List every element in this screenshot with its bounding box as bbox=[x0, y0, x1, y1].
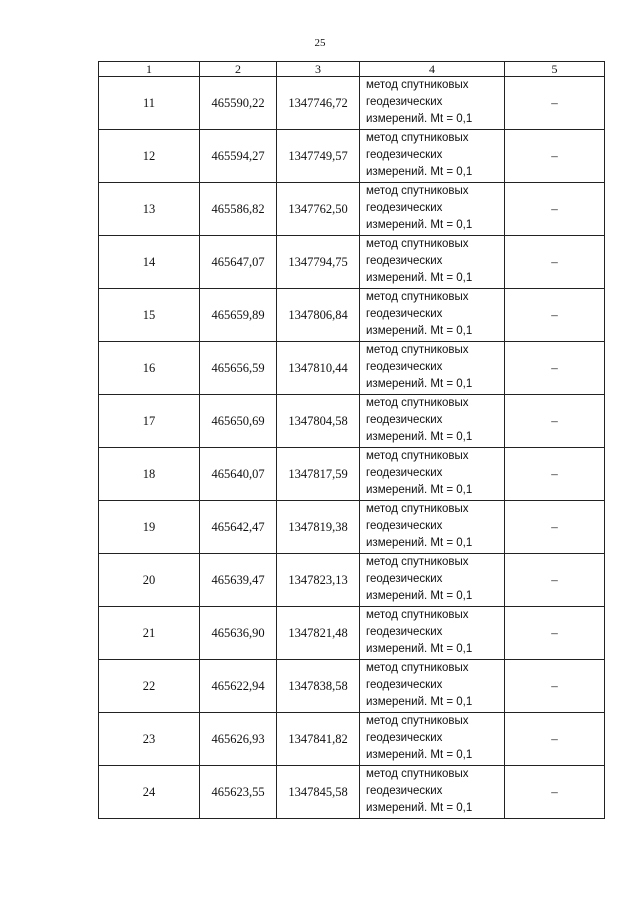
note-cell: – bbox=[505, 183, 605, 236]
point-number-cell: 21 bbox=[99, 607, 200, 660]
note-cell: – bbox=[505, 554, 605, 607]
point-number-cell: 12 bbox=[99, 130, 200, 183]
table-row bbox=[99, 236, 605, 289]
header-col-2: 2 bbox=[200, 62, 277, 77]
method-text-line: метод спутниковых bbox=[366, 503, 469, 515]
method-text-line: метод спутниковых bbox=[366, 291, 469, 303]
method-cell bbox=[360, 342, 505, 395]
method-text-line: измерений. Mt = 0,1 bbox=[366, 219, 473, 231]
point-number-cell: 16 bbox=[99, 342, 200, 395]
table-row bbox=[99, 77, 605, 130]
y-coordinate-cell: 1347823,13 bbox=[277, 554, 360, 607]
y-coordinate-cell: 1347806,84 bbox=[277, 289, 360, 342]
method-text-line: геодезических bbox=[366, 361, 443, 373]
table-body bbox=[99, 77, 605, 819]
method-text-line: геодезических bbox=[366, 467, 443, 479]
method-cell bbox=[360, 183, 505, 236]
method-cell bbox=[360, 395, 505, 448]
point-number-cell: 20 bbox=[99, 554, 200, 607]
method-text-line: измерений. Mt = 0,1 bbox=[366, 431, 473, 443]
x-coordinate-cell: 465626,93 bbox=[200, 713, 277, 766]
table-row bbox=[99, 448, 605, 501]
table-row bbox=[99, 501, 605, 554]
method-cell bbox=[360, 77, 505, 130]
method-text-line: измерений. Mt = 0,1 bbox=[366, 378, 473, 390]
note-cell: – bbox=[505, 766, 605, 819]
method-text-line: метод спутниковых bbox=[366, 662, 469, 674]
header-col-5: 5 bbox=[505, 62, 605, 77]
method-text-line: измерений. Mt = 0,1 bbox=[366, 749, 473, 761]
note-cell: – bbox=[505, 342, 605, 395]
note-cell: – bbox=[505, 289, 605, 342]
x-coordinate-cell: 465642,47 bbox=[200, 501, 277, 554]
point-number-cell: 14 bbox=[99, 236, 200, 289]
x-coordinate-cell: 465650,69 bbox=[200, 395, 277, 448]
method-text-line: геодезических bbox=[366, 414, 443, 426]
method-text-line: метод спутниковых bbox=[366, 609, 469, 621]
point-number-cell: 23 bbox=[99, 713, 200, 766]
note-cell: – bbox=[505, 607, 605, 660]
table-header bbox=[99, 62, 605, 77]
point-number-cell: 19 bbox=[99, 501, 200, 554]
method-text-line: метод спутниковых bbox=[366, 238, 469, 250]
method-cell bbox=[360, 130, 505, 183]
method-text-line: метод спутниковых bbox=[366, 397, 469, 409]
header-col-4: 4 bbox=[360, 62, 505, 77]
method-text-line: метод спутниковых bbox=[366, 715, 469, 727]
x-coordinate-cell: 465623,55 bbox=[200, 766, 277, 819]
method-text-line: геодезических bbox=[366, 202, 443, 214]
x-coordinate-cell: 465594,27 bbox=[200, 130, 277, 183]
method-cell bbox=[360, 660, 505, 713]
method-cell bbox=[360, 713, 505, 766]
method-text-line: измерений. Mt = 0,1 bbox=[366, 166, 473, 178]
method-text-line: геодезических bbox=[366, 679, 443, 691]
x-coordinate-cell: 465590,22 bbox=[200, 77, 277, 130]
method-text-line: метод спутниковых bbox=[366, 556, 469, 568]
note-cell: – bbox=[505, 713, 605, 766]
y-coordinate-cell: 1347841,82 bbox=[277, 713, 360, 766]
method-cell bbox=[360, 554, 505, 607]
x-coordinate-cell: 465636,90 bbox=[200, 607, 277, 660]
method-cell bbox=[360, 607, 505, 660]
method-cell bbox=[360, 448, 505, 501]
method-text-line: измерений. Mt = 0,1 bbox=[366, 696, 473, 708]
method-text-line: измерений. Mt = 0,1 bbox=[366, 537, 473, 549]
method-cell bbox=[360, 236, 505, 289]
method-text-line: метод спутниковых bbox=[366, 344, 469, 356]
note-cell: – bbox=[505, 660, 605, 713]
table-row bbox=[99, 660, 605, 713]
point-number-cell: 13 bbox=[99, 183, 200, 236]
y-coordinate-cell: 1347821,48 bbox=[277, 607, 360, 660]
x-coordinate-cell: 465659,89 bbox=[200, 289, 277, 342]
point-number-cell: 11 bbox=[99, 77, 200, 130]
header-row bbox=[99, 62, 605, 77]
method-text-line: геодезических bbox=[366, 573, 443, 585]
note-cell: – bbox=[505, 236, 605, 289]
table-row bbox=[99, 766, 605, 819]
table-row bbox=[99, 342, 605, 395]
method-text-line: геодезических bbox=[366, 308, 443, 320]
coordinates-table bbox=[98, 61, 605, 819]
method-text-line: геодезических bbox=[366, 96, 443, 108]
method-text-line: геодезических bbox=[366, 520, 443, 532]
table-row bbox=[99, 554, 605, 607]
point-number-cell: 17 bbox=[99, 395, 200, 448]
method-text-line: геодезических bbox=[366, 626, 443, 638]
method-text-line: измерений. Mt = 0,1 bbox=[366, 113, 473, 125]
header-col-1: 1 bbox=[99, 62, 200, 77]
method-text-line: геодезических bbox=[366, 149, 443, 161]
y-coordinate-cell: 1347749,57 bbox=[277, 130, 360, 183]
note-cell: – bbox=[505, 395, 605, 448]
table-row bbox=[99, 289, 605, 342]
method-text-line: измерений. Mt = 0,1 bbox=[366, 484, 473, 496]
y-coordinate-cell: 1347794,75 bbox=[277, 236, 360, 289]
y-coordinate-cell: 1347804,58 bbox=[277, 395, 360, 448]
method-text-line: метод спутниковых bbox=[366, 768, 469, 780]
table-row bbox=[99, 183, 605, 236]
y-coordinate-cell: 1347819,38 bbox=[277, 501, 360, 554]
method-text-line: метод спутниковых bbox=[366, 450, 469, 462]
point-number-cell: 22 bbox=[99, 660, 200, 713]
y-coordinate-cell: 1347810,44 bbox=[277, 342, 360, 395]
page-number: 25 bbox=[314, 37, 326, 49]
y-coordinate-cell: 1347762,50 bbox=[277, 183, 360, 236]
method-text-line: геодезических bbox=[366, 255, 443, 267]
y-coordinate-cell: 1347817,59 bbox=[277, 448, 360, 501]
x-coordinate-cell: 465622,94 bbox=[200, 660, 277, 713]
x-coordinate-cell: 465586,82 bbox=[200, 183, 277, 236]
method-text-line: метод спутниковых bbox=[366, 185, 469, 197]
x-coordinate-cell: 465640,07 bbox=[200, 448, 277, 501]
method-text-line: измерений. Mt = 0,1 bbox=[366, 325, 473, 337]
note-cell: – bbox=[505, 77, 605, 130]
method-text-line: измерений. Mt = 0,1 bbox=[366, 643, 473, 655]
method-cell bbox=[360, 501, 505, 554]
table-row bbox=[99, 395, 605, 448]
method-cell bbox=[360, 766, 505, 819]
y-coordinate-cell: 1347845,58 bbox=[277, 766, 360, 819]
x-coordinate-cell: 465647,07 bbox=[200, 236, 277, 289]
method-text-line: геодезических bbox=[366, 732, 443, 744]
point-number-cell: 15 bbox=[99, 289, 200, 342]
method-text-line: метод спутниковых bbox=[366, 132, 469, 144]
table-row bbox=[99, 130, 605, 183]
header-col-3: 3 bbox=[277, 62, 360, 77]
method-text-line: измерений. Mt = 0,1 bbox=[366, 272, 473, 284]
method-text-line: метод спутниковых bbox=[366, 79, 469, 91]
table-row bbox=[99, 713, 605, 766]
method-text-line: измерений. Mt = 0,1 bbox=[366, 590, 473, 602]
y-coordinate-cell: 1347746,72 bbox=[277, 77, 360, 130]
point-number-cell: 24 bbox=[99, 766, 200, 819]
note-cell: – bbox=[505, 501, 605, 554]
table-row bbox=[99, 607, 605, 660]
note-cell: – bbox=[505, 130, 605, 183]
x-coordinate-cell: 465639,47 bbox=[200, 554, 277, 607]
note-cell: – bbox=[505, 448, 605, 501]
y-coordinate-cell: 1347838,58 bbox=[277, 660, 360, 713]
method-text-line: измерений. Mt = 0,1 bbox=[366, 802, 473, 814]
x-coordinate-cell: 465656,59 bbox=[200, 342, 277, 395]
method-cell bbox=[360, 289, 505, 342]
method-text-line: геодезических bbox=[366, 785, 443, 797]
point-number-cell: 18 bbox=[99, 448, 200, 501]
